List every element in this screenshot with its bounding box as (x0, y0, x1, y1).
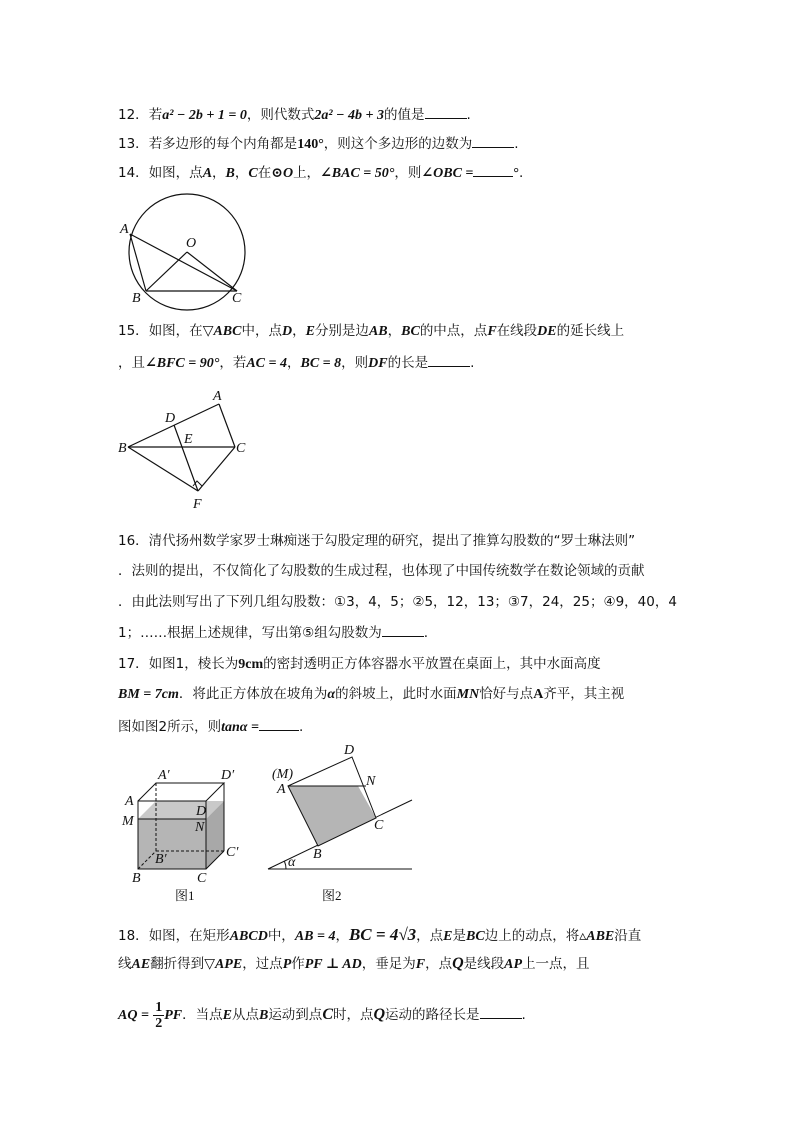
q16-period: . (423, 625, 428, 641)
q18-text-4: ，点 (416, 928, 444, 944)
label-m: M (122, 814, 134, 829)
q15-side-ab: AB (368, 324, 388, 339)
q13-number: 13． (118, 136, 149, 152)
fraction-numerator: 1 (155, 999, 163, 1015)
q14-sep-1: ， (212, 165, 226, 181)
q14-point-b: B (225, 166, 235, 181)
q18-point-f: F (415, 957, 426, 972)
q15-period: . (470, 355, 475, 371)
q16-text: 1；……根据上述规律，写出第⑤组勾股数为 (118, 625, 382, 641)
q18-side-bc: BC (466, 929, 485, 944)
label-d-prime: D′ (221, 768, 235, 783)
q15-segment-df: DF (368, 356, 388, 371)
q12-expression: 2a² − 4b + 3 (314, 108, 384, 123)
label-b-prime: B′ (155, 852, 167, 867)
q17-l2-text-d: 齐平，其主视 (543, 686, 625, 702)
water-region (288, 786, 376, 846)
q18-point-q: Q (452, 955, 464, 972)
q15-l2-text-c: ， (286, 355, 301, 371)
q15-bc-value: BC = 8 (300, 356, 342, 371)
q14-text-3: 上， (293, 165, 321, 181)
q15-point-f: F (487, 324, 497, 339)
question-17-line-3 (118, 716, 303, 738)
q15-text-2: 中，点 (241, 323, 282, 339)
q18-fraction (153, 1000, 164, 1031)
q18-l3-text-b: 从点 (231, 1007, 259, 1023)
alpha-arc (285, 862, 287, 870)
q14-given-angle: ∠BAC = 50° (320, 166, 395, 181)
segment-ac (219, 404, 235, 447)
q17-tan: tanα = (221, 720, 259, 735)
question-16-line-4 (118, 622, 428, 643)
q18-period: . (521, 1007, 526, 1023)
q15-l2-text-e: 的长是 (387, 355, 429, 371)
q18-l3-point-c: C (322, 1006, 333, 1023)
question-16-line-1: 16．清代扬州数学家罗士琳痴迷于勾股定理的研究，提出了推算勾股数的“罗士琳法则” (118, 533, 636, 549)
q18-triangle-ape: ▽APE (204, 957, 243, 972)
q17-number: 17． (118, 656, 149, 672)
q18-point-e: E (443, 929, 453, 944)
q18-l3-point-b: B (258, 1008, 269, 1023)
q14-asked-angle: ∠OBC = (421, 166, 474, 181)
q12-text-3: 的值是 (384, 107, 425, 123)
q18-ab-value: AB = 4 (294, 929, 336, 944)
q18-text-2: 中， (267, 928, 295, 944)
label-a: A (213, 389, 222, 404)
cube-top-edges (138, 783, 224, 801)
q15-text-3: ， (292, 323, 306, 339)
question-13 (118, 133, 519, 155)
q12-answer-blank[interactable] (425, 104, 467, 119)
question-14 (118, 162, 523, 184)
q17-answer-blank[interactable] (259, 716, 299, 731)
label-c: C (236, 441, 246, 456)
q18-l3-text-a: ．当点 (182, 1007, 223, 1023)
q18-l3-point-e: E (222, 1008, 232, 1023)
q18-l3-text-e: 运动的路径长是 (385, 1007, 480, 1023)
label-a: A (125, 794, 134, 809)
q15-text-5: ， (387, 323, 402, 339)
caption-figure-1: 图1 (175, 888, 195, 903)
question-17 (118, 654, 601, 675)
q17-point-a: A (533, 687, 544, 702)
q15-ac-value: AC = 4 (246, 356, 287, 371)
question-12 (118, 104, 471, 126)
q14-period: . (519, 165, 524, 181)
question-17-line-2 (118, 684, 624, 705)
q14-answer-blank[interactable] (473, 162, 513, 177)
q18-l2-text-c: ，过点 (242, 956, 283, 972)
q18-l2-text-b: 翻折得到 (150, 956, 205, 972)
q18-rectangle: ABCD (229, 929, 268, 944)
label-c: C (197, 871, 207, 886)
q14-sep-2: ， (234, 165, 249, 181)
q18-triangle-abe: ▵ABE (579, 929, 615, 944)
label-a: A (277, 782, 286, 797)
q17-l2-text-b: 的斜坡上，此时水面 (335, 686, 457, 702)
q15-text-6: 的中点，点 (419, 323, 488, 339)
question-18-line-3 (118, 998, 526, 1033)
q17-text-2: 的密封透明正方体容器水平放置在桌面上，其中水面高度 (263, 656, 601, 672)
q15-answer-blank[interactable] (428, 352, 470, 367)
q17-l3-text-a: 图如图2所示，则 (118, 719, 222, 735)
q14-text-4: ，则 (394, 165, 422, 181)
q13-angle: 140° (297, 137, 324, 152)
label-m: (M) (272, 767, 293, 782)
q17-l2-text-c: 恰好与点 (479, 686, 534, 702)
label-d: D (165, 411, 176, 426)
figure-17-slope (262, 740, 417, 905)
label-a: A (120, 222, 129, 237)
q18-number: 18． (118, 928, 149, 944)
q18-answer-blank[interactable] (480, 1004, 522, 1019)
label-e: E (184, 432, 193, 447)
q13-answer-blank[interactable] (472, 133, 514, 148)
q12-number: 12． (118, 107, 149, 123)
question-15 (118, 321, 624, 342)
q18-text-3: ， (335, 928, 349, 944)
q14-text-1: 如图，点 (148, 165, 203, 181)
q15-l2-text-d: ，则 (341, 355, 369, 371)
q17-alpha: α (327, 687, 336, 702)
label-f: F (193, 497, 202, 512)
q18-bc-value: BC = 4√3 (348, 925, 417, 944)
q18-l2-text-h: 上一点，且 (522, 956, 590, 972)
q15-point-e: E (305, 324, 315, 339)
label-b: B (313, 847, 322, 862)
figure-17-cube (118, 740, 253, 905)
q14-point-c: C (248, 166, 258, 181)
q18-l2-text-a: 线 (118, 956, 132, 972)
label-a-prime: A′ (158, 768, 170, 783)
q18-perpendicular: PF ⊥ AD (304, 957, 362, 972)
q15-number: 15． (118, 323, 149, 339)
q18-l2-text-g: 是线段 (463, 956, 505, 972)
q15-l2-text-b: ，若 (219, 355, 247, 371)
segment-ac (130, 234, 237, 291)
fraction-denominator: 2 (155, 1015, 163, 1031)
q18-pf: PF (164, 1008, 183, 1023)
q18-l3-text-d: 时，点 (332, 1007, 374, 1023)
question-16-line-2: ．法则的提出，不仅简化了勾股数的生成过程，也体现了中国传统数学在数论领域的贡献 (118, 563, 645, 579)
question-15-line-2 (118, 352, 474, 374)
q18-text-6: 边上的动点，将 (484, 928, 580, 944)
figure-14-circle (112, 190, 252, 315)
label-alpha: α (288, 855, 296, 870)
q12-text-1: 若 (148, 107, 163, 123)
q18-l2-text-f: ，点 (425, 956, 453, 972)
label-d: D (344, 743, 355, 758)
label-b: B (132, 291, 141, 306)
segment-ob (146, 252, 187, 291)
label-n: N (366, 774, 376, 789)
q13-text-1: 若多边形的每个内角都是 (148, 136, 298, 152)
q15-text-8: 的延长线上 (556, 323, 625, 339)
q12-period: . (466, 107, 471, 123)
q14-degree-unit: ° (513, 166, 519, 181)
label-c: C (232, 291, 242, 306)
q18-segment-ap: AP (504, 957, 523, 972)
q13-period: . (514, 136, 519, 152)
q15-point-d: D (281, 324, 293, 339)
q15-triangle: ▽ABC (202, 324, 242, 339)
q15-text-1: 如图，在 (148, 323, 203, 339)
segment-bf (128, 447, 198, 491)
q18-text-1: 如图，在矩形 (148, 928, 230, 944)
q18-l3-point-q: Q (373, 1006, 386, 1023)
label-d: D (196, 804, 207, 819)
q17-text-1: 如图1，棱长为 (148, 656, 239, 672)
q14-point-a: A (202, 166, 213, 181)
segment-fc (198, 447, 235, 491)
q17-period: . (299, 719, 304, 735)
q12-equation: a² − 2b + 1 = 0 (162, 108, 247, 123)
q15-angle-bfc: ∠BFC = 90° (145, 356, 220, 371)
q15-text-4: 分别是边 (314, 323, 369, 339)
q18-aq: AQ = (118, 1008, 149, 1023)
question-18 (118, 925, 641, 947)
q18-text-5: 是 (452, 928, 467, 944)
caption-figure-2: 图2 (322, 888, 342, 903)
q15-side-bc: BC (401, 324, 420, 339)
q15-segment-de: DE (537, 324, 557, 339)
q17-l2-text-a: ．将此正方体放在坡角为 (178, 686, 328, 702)
q18-point-p: P (282, 957, 292, 972)
label-b: B (132, 871, 141, 886)
q17-edge-length: 9cm (238, 657, 264, 672)
q15-text-7: 在线段 (496, 323, 538, 339)
q14-text-2: 在 (257, 165, 272, 181)
q17-bm-value: BM = 7cm (118, 687, 179, 702)
label-b: B (118, 441, 127, 456)
label-n: N (195, 820, 205, 835)
question-16-line-3: ．由此法则写出了下列几组勾股数：①3，4，5；②5，12，13；③7，24，25；④9，40，4 (118, 594, 677, 610)
q18-line-ae: AE (131, 957, 151, 972)
q14-circle: ⊙O (271, 166, 294, 181)
q12-text-2: ，则代数式 (246, 107, 315, 123)
q18-text-7: 沿直 (614, 928, 642, 944)
q18-l2-text-e: ，垂足为 (361, 956, 416, 972)
question-18-line-2 (118, 954, 590, 975)
q15-l2-text-a: ，且 (118, 355, 145, 371)
q17-mn: MN (456, 687, 480, 702)
q18-l3-text-c: 运动到点 (268, 1007, 323, 1023)
q18-l2-text-d: 作 (291, 956, 305, 972)
segment-oc (187, 252, 237, 291)
q16-answer-blank[interactable] (382, 622, 424, 637)
label-o: O (186, 236, 197, 251)
figure-15-triangle (112, 384, 252, 514)
label-c: C (374, 818, 384, 833)
q13-text-2: ，则这个多边形的边数为 (323, 136, 473, 152)
label-c-prime: C′ (226, 845, 239, 860)
q14-number: 14． (118, 165, 149, 181)
